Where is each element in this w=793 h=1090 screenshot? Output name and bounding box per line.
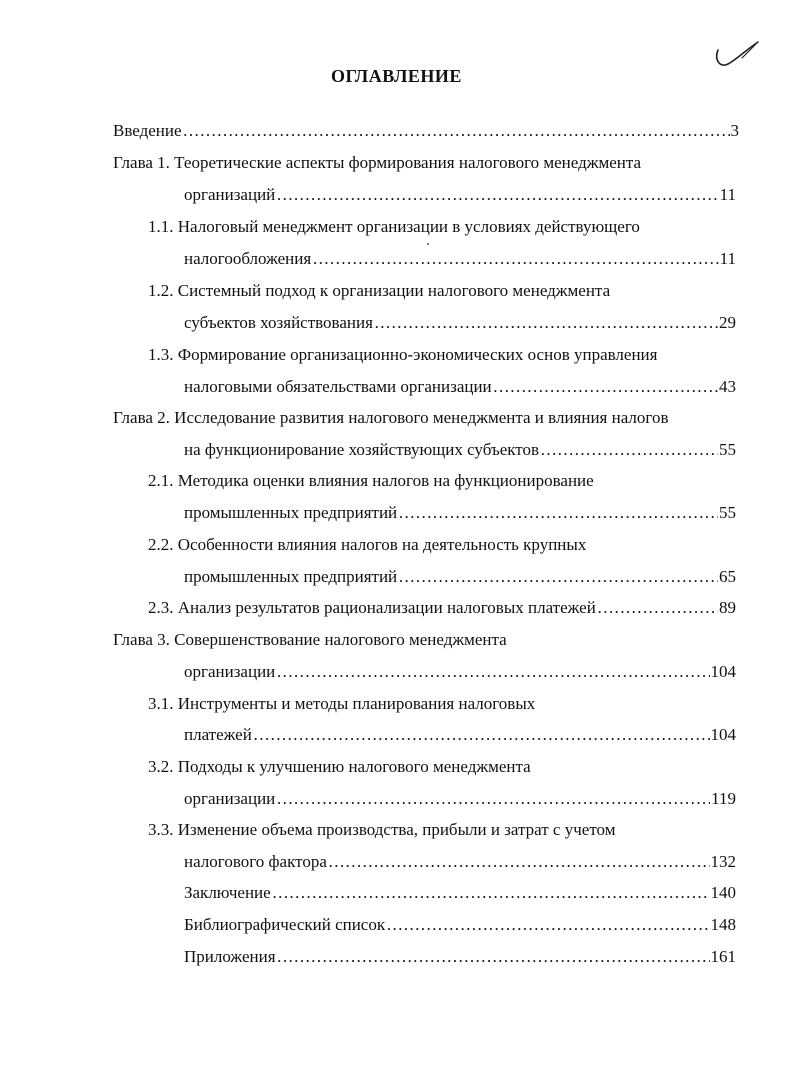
toc-leader-dots (276, 788, 710, 810)
toc-entry-text: Библиографический список (184, 915, 386, 934)
toc-entry-text: Введение (113, 121, 182, 140)
toc-entry-3-2 (184, 788, 736, 810)
toc-leader-dots (183, 120, 730, 142)
toc-leader-dots (276, 661, 709, 683)
toc-entry-chapter-1-title: Глава 1. Теоретические аспекты формирования налогового менеджмента (113, 153, 642, 172)
toc-leader-dots (398, 502, 718, 524)
toc-entry-text: организаций (184, 185, 276, 204)
toc-entry-text: налогообложения (184, 249, 312, 268)
toc-entry-3-3 (184, 851, 736, 873)
toc-entry-text: организации (184, 662, 276, 681)
toc-entry-2-2 (184, 566, 736, 588)
toc-leader-dots (253, 724, 710, 746)
toc-leader-dots (328, 851, 710, 873)
toc-entry-text: промышленных предприятий (184, 503, 398, 522)
toc-entry-bibliography (184, 914, 736, 936)
toc-entry-text: организации (184, 789, 276, 808)
toc-entry-text: промышленных предприятий (184, 567, 398, 586)
toc-entry-chapter-2-title: Глава 2. Исследование развития налогового менеджмента и влияния налогов (113, 408, 669, 427)
toc-page-number: 55 (719, 503, 736, 522)
toc-page-number: 89 (719, 598, 736, 617)
toc-leader-dots (374, 312, 718, 334)
toc-page-number: 43 (719, 377, 736, 396)
toc-entry-chapter-1 (184, 184, 736, 206)
toc-leader-dots (398, 566, 718, 588)
toc-entry-3-1-title: 3.1. Инструменты и методы планирования налоговых (148, 694, 536, 713)
toc-entry-chapter-2 (184, 439, 736, 461)
toc-entry-2-1 (184, 502, 736, 524)
toc-entry-text: платежей (184, 725, 252, 744)
toc-leader-dots (597, 597, 718, 619)
toc-page-number: 104 (710, 662, 736, 681)
toc-entry-text: налогового фактора (184, 852, 327, 871)
toc-page-number: 65 (719, 567, 736, 586)
toc-leader-dots (386, 914, 709, 936)
toc-entry-3-1 (184, 724, 736, 746)
toc-page-number: 11 (719, 249, 736, 268)
toc-page-number: 132 (710, 852, 736, 871)
toc-entry-2-3 (148, 597, 736, 619)
toc-entry-text: 2.3. Анализ результатов рационализации налоговых платежей (148, 598, 596, 617)
toc-entry-1-1-title: 1.1. Налоговый менеджмент организации в условиях действующего (148, 217, 640, 236)
toc-entry-text: Заключение (184, 883, 271, 902)
toc-entry-2-1-title: 2.1. Методика оценки влияния налогов на функционирование (148, 471, 594, 490)
toc-leader-dots (277, 946, 710, 968)
toc-entry-1-3 (184, 376, 736, 398)
toc-entry-1-3-title: 1.3. Формирование организационно-экономических основ управления (148, 345, 658, 364)
toc-entry-3-3-title: 3.3. Изменение объема производства, прибыли и затрат с учетом (148, 820, 616, 839)
page-title: ОГЛАВЛЕНИЕ (331, 66, 462, 86)
toc-page-number: 11 (719, 185, 736, 204)
toc-leader-dots (276, 184, 718, 206)
toc-leader-dots (540, 439, 718, 461)
toc-entry-conclusion (184, 882, 736, 904)
scan-speck (427, 243, 429, 245)
toc-page-number: 55 (719, 440, 736, 459)
toc-entry-text: налоговыми обязательствами организации (184, 377, 492, 396)
toc-entry-3-2-title: 3.2. Подходы к улучшению налогового менеджмента (148, 757, 531, 776)
toc-entry-chapter-3-title: Глава 3. Совершенствование налогового менеджмента (113, 630, 507, 649)
toc-entry-chapter-3 (184, 661, 736, 683)
toc-page-number: 161 (710, 947, 736, 966)
toc-entry-introduction (113, 120, 739, 142)
toc-page-number: 148 (710, 915, 736, 934)
toc-entry-1-2-title: 1.2. Системный подход к организации налогового менеджмента (148, 281, 611, 300)
toc-entry-1-1 (184, 248, 736, 270)
toc-leader-dots (312, 248, 718, 270)
toc-leader-dots (493, 376, 718, 398)
toc-entry-text: субъектов хозяйствования (184, 313, 373, 332)
toc-page-number: 29 (719, 313, 736, 332)
toc-leader-dots (272, 882, 710, 904)
toc-page-number: 104 (710, 725, 736, 744)
toc-page-number: 140 (710, 883, 736, 902)
toc-page-number: 3 (730, 121, 739, 140)
toc-entry-1-2 (184, 312, 736, 334)
toc-entry-2-2-title: 2.2. Особенности влияния налогов на деятельность крупных (148, 535, 587, 554)
toc-entry-appendices (184, 946, 736, 968)
toc-entry-text: Приложения (184, 947, 276, 966)
toc-entry-text: на функционирование хозяйствующих субъектов (184, 440, 540, 459)
toc-page-number: 119 (711, 789, 736, 808)
